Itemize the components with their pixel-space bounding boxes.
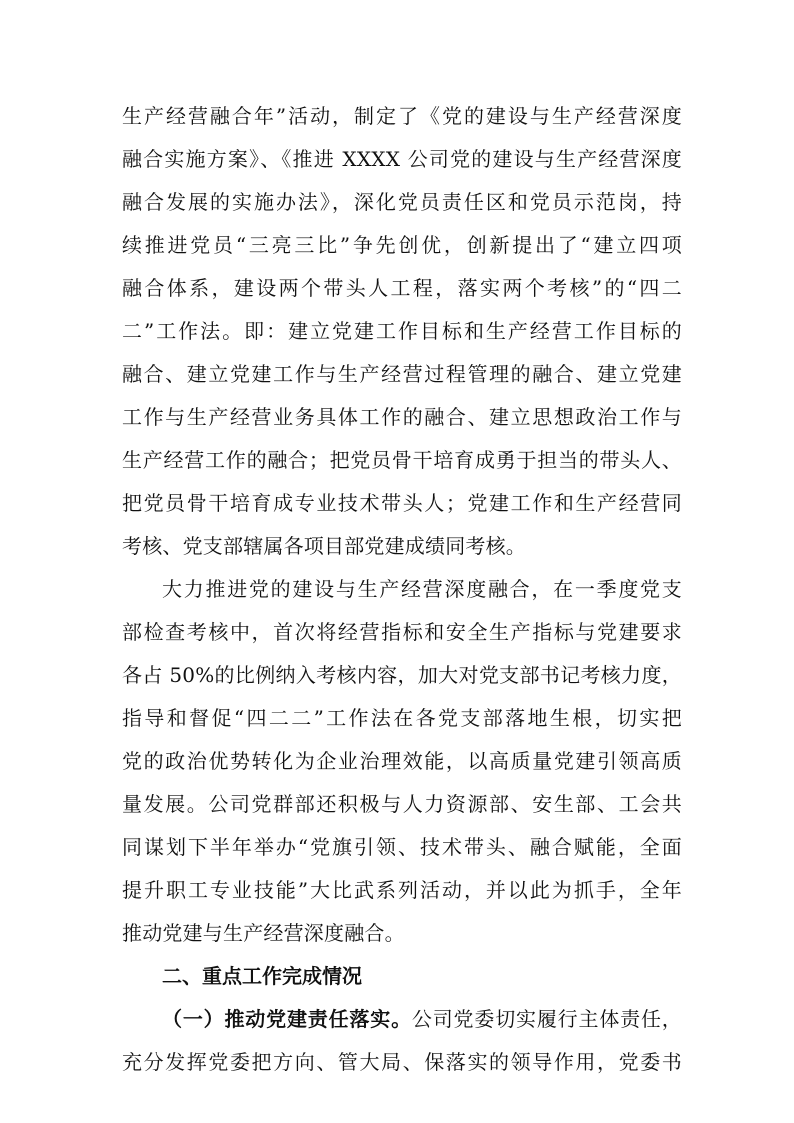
text-line: 推动党建与生产经营深度融合。: [122, 921, 405, 945]
text-line: 二”工作法。即：建立党建工作目标和生产经营工作目标的: [122, 319, 682, 343]
text-line: 续推进党员“三亮三比”争先创优，创新提出了“建立四项: [122, 233, 682, 257]
text-line: 量发展。公司党群部还积极与人力资源部、安生部、工会共: [122, 792, 682, 816]
section-heading: 二、重点工作完成情况: [162, 964, 362, 988]
text-line: 融合实施方案》、《推进 XXXX 公司党的建设与生产经营深度: [122, 147, 682, 171]
text-line: 各占 50%的比例纳入考核内容，加大对党支部书记考核力度，: [122, 663, 682, 687]
text-line: 同谋划下半年举办“党旗引领、技术带头、融合赋能，全面: [122, 835, 682, 859]
text-line: 生产经营工作的融合；把党员骨干培育成勇于担当的带头人、: [122, 448, 682, 472]
text-line: 融合发展的实施办法》，深化党员责任区和党员示范岗，持: [122, 190, 682, 214]
text-line: 工作与生产经营业务具体工作的融合、建立思想政治工作与: [122, 405, 682, 429]
text-line: 生产经营融合年”活动，制定了《党的建设与生产经营深度: [122, 104, 682, 128]
text-line: [162, 1001, 682, 1037]
text-line: 大力推进党的建设与生产经营深度融合，在一季度党支: [162, 577, 682, 601]
text-line: 考核、党支部辖属各项目部党建成绩同考核。: [122, 534, 526, 558]
text-line: 提升职工专业技能”大比武系列活动，并以此为抓手，全年: [122, 878, 682, 902]
text-line: 党的政治优势转化为企业治理效能，以高质量党建引领高质: [122, 749, 682, 773]
text-line: 把党员骨干培育成专业技术带头人；党建工作和生产经营同: [122, 491, 682, 515]
text-line: 充分发挥党委把方向、管大局、保落实的领导作用，党委书: [122, 1050, 682, 1074]
subsection-text: 公司党委切实履行主体责任，: [411, 1007, 682, 1031]
text-line: 融合、建立党建工作与生产经营过程管理的融合、建立党建: [122, 362, 682, 386]
subsection-title: （一）推动党建责任落实。: [162, 1007, 412, 1031]
text-line: 部检查考核中，首次将经营指标和安全生产指标与党建要求: [122, 620, 682, 644]
text-line: 指导和督促“四二二”工作法在各党支部落地生根，切实把: [122, 706, 682, 730]
text-line: 融合体系，建设两个带头人工程，落实两个考核”的“四二: [122, 276, 682, 300]
